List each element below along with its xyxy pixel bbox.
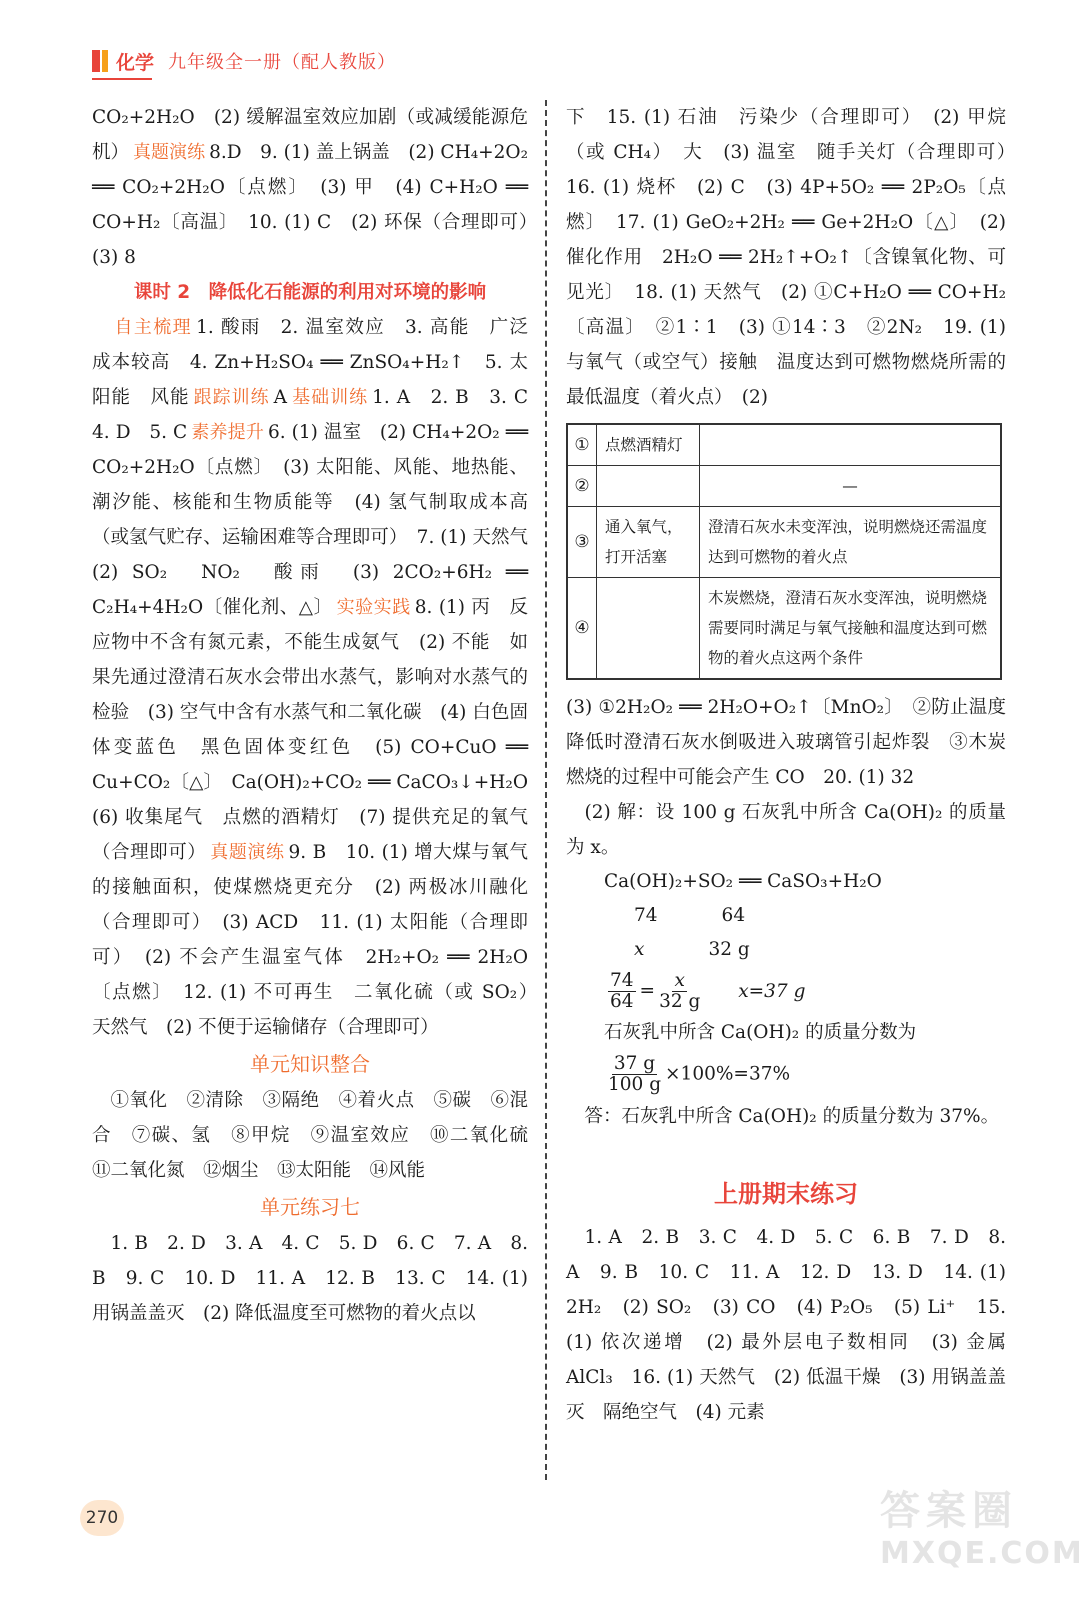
mass-known: 32 g (708, 939, 750, 960)
table-cell: 木炭燃烧，澄清石灰水变浑浊，说明燃烧需要同时满足与氧气接触和温度达到可燃物的着火点这两个条件 (700, 578, 1002, 680)
table-cell: 澄清石灰水未变浑浊，说明燃烧还需温度达到可燃物的着火点 (700, 507, 1002, 578)
calc-answer: 答：石灰乳中所含 Ca(OH)₂ 的质量分数为 37%。 (584, 1106, 1000, 1127)
answer-paragraph (92, 1083, 547, 1188)
right-column (566, 100, 1025, 1430)
calc-percent (566, 1054, 1006, 1095)
molar-mass-1: 74 (634, 905, 658, 926)
answer-text: 8. (1) 丙 反应物中不含有氮元素，不能生成氨气 (2) 不能 如果先通过澄清石灰水会带出水蒸气，影响对水蒸气的检验 (3) 空气中含有水蒸气和二氧化碳 (4) 白色固体变蓝色 黑色固体变红色 (5) CO+CuO ══ Cu+CO₂〔△〕 Ca(OH)₂+CO₂ ══ CaCO₃↓+H₂O (6) 收集尾气 点燃的酒精灯 (7) 提供充足的氧气（合理即可） (92, 597, 547, 863)
table-cell (597, 578, 700, 680)
answer-text: A (273, 387, 288, 408)
watermark-line2: MXQE.COM (880, 1536, 1084, 1571)
subject-title: 化学 (116, 51, 155, 74)
header-bar-red (92, 50, 100, 72)
mass-x: x (634, 939, 645, 960)
fraction-percent (608, 1054, 661, 1095)
frac1-den: 64 (610, 991, 634, 1012)
pct-num: 37 g (613, 1053, 656, 1074)
calc-mass-fraction-text: 石灰乳中所含 Ca(OH)₂ 的质量分数为 (604, 1022, 917, 1043)
fraction-mass (659, 971, 700, 1012)
answer-text: ①氧化 ②清除 ③隔绝 ④着火点 ⑤碳 ⑥混合 ⑦碳、氢 ⑧甲烷 ⑨温室效应 ⑩二氧化硫 ⑪二氧化氮 ⑫烟尘 ⑬太阳能 ⑭风能 (92, 1090, 547, 1181)
lesson-heading: 课时 2 降低化石能源的利用对环境的影响 (133, 282, 487, 303)
table-cell: ③ (567, 507, 597, 578)
calc-masses (566, 933, 1006, 967)
section-label: 真题演练 (210, 842, 285, 863)
table-row (567, 424, 1001, 466)
answer-text: CO₂+2H₂O (2) 缓解温室效应加剧（或减缓能源危机） (92, 107, 528, 163)
watermark-line1: 答案圈 (880, 1488, 1018, 1534)
table-cell: ① (567, 424, 597, 466)
calc-intro: (2) 解：设 100 g 石灰乳中所含 Ca(OH)₂ 的质量为 x。 (566, 802, 1006, 858)
calc-equation: Ca(OH)₂+SO₂ ══ CaSO₃+H₂O (604, 871, 882, 892)
left-column (92, 100, 547, 1331)
table-row (567, 466, 1001, 507)
table-row (567, 507, 1001, 578)
final-practice-title: 上册期末练习 (714, 1180, 858, 1208)
answer-text-after-table: (3) ①2H₂O₂ ══ 2H₂O+O₂↑〔MnO₂〕 ②防止温度降低时澄清石灰水倒吸进入玻璃管引起炸裂 ③木炭燃烧的过程中可能会产生 CO 20. (1) 32 (566, 697, 1006, 788)
table-cell: ② (567, 466, 597, 507)
answer-text: 1. B 2. D 3. A 4. C 5. D 6. C 7. A 8. B 9. C 10. D 11. A 12. B 13. C 14. (1) 用锅盖盖灭 (2) 降低温度至可燃物的着火点以 (92, 1233, 528, 1324)
answer-text-right-top: 下 15. (1) 石油 污染少（合理即可） (2) 甲烷（或 CH₄） 大 (3) 温室 随手关灯（合理即可） 16. (1) 烧杯 (2) C (3) 4P+5O₂ ══ 2P₂O₅〔点燃〕 17. (1) GeO₂+2H₂ ══ Ge+2H₂O〔△〕 (2) 催化作用 2H₂O ══ 2H₂↑+O₂↑〔含镍氧化物、可见光〕 18. (1) 天然气 (2) ①C+H₂O ══ CO+H₂〔高温〕 ②1∶1 (3) ①14∶3 ②2N₂ 19. (1) 与氧气（或空气）接触 温度达到可燃物燃烧所需的最低温度（着火点） (2) (566, 107, 1025, 408)
table-cell (700, 424, 1002, 466)
pct-rest: ×100%=37% (665, 1063, 791, 1085)
section-label: 跟踪训练 (193, 387, 270, 408)
answer-paragraph (92, 310, 547, 1045)
table-row (567, 578, 1001, 680)
answer-paragraph (92, 1226, 528, 1331)
calc-molar-masses (566, 899, 1006, 933)
page-number: 270 (80, 1500, 124, 1536)
frac2-den: 32 g (659, 991, 701, 1012)
grade-title: 九年级全一册（配人教版） (168, 52, 397, 73)
table-cell: ④ (567, 578, 597, 680)
answer-text: 8.D 9. (1) 盖上锅盖 (2) CH₄+2O₂ ══ CO₂+2H₂O〔点燃〕 (3) 甲 (4) C+H₂O ══ CO+H₂〔高温〕 10. (1) C (2) 环保（合理即可） (3) 8 (92, 142, 547, 268)
answer-text: 9. B 10. (1) 增大煤与氧气的接触面积，使煤燃烧更充分 (2) 两极冰川融化（合理即可） (3) ACD 11. (1) 太阳能（合理即可） (2) 不会产生温室气体 2H₂+O₂ ══ 2H₂O〔点燃〕 12. (1) 不可再生 二氧化硫（或 SO₂） 天然气 (2) 不便于运输储存（合理即可） (92, 842, 547, 1038)
frac2-num: x (674, 970, 685, 991)
section-label: 自主梳理 (114, 317, 193, 338)
experiment-table (566, 423, 1002, 680)
pct-den: 100 g (608, 1074, 662, 1095)
watermark (880, 1486, 1084, 1582)
answer-text: 6. (1) 温室 (2) CH₄+2O₂ ══ CO₂+2H₂O〔点燃〕 (3) 太阳能、风能、地热能、潮汐能、核能和生物质能等 (4) 氢气制取成本高（或氢气贮存、运输困难等合理即可） 7. (1) 天然气 (2) SO₂ NO₂ 酸雨 (3) 2CO₂+6H₂ ══ C₂H₄+4H₂O〔催化剂、△〕 (92, 422, 547, 618)
calc-result: x=37 g (738, 980, 806, 1002)
table-cell: 通入氧气，打开活塞 (597, 507, 700, 578)
unit-heading: 单元练习七 (260, 1195, 360, 1219)
frac1-num: 74 (610, 970, 634, 991)
section-label: 素养提升 (191, 422, 264, 443)
section-label: 基础训练 (291, 387, 369, 408)
page-header (92, 44, 396, 78)
answer-paragraph (92, 100, 547, 275)
table-cell (597, 466, 700, 507)
unit-heading: 单元知识整合 (250, 1052, 370, 1076)
section-label: 真题演练 (133, 142, 206, 163)
calculation-block (566, 795, 1006, 1134)
answer-text: 1. A 2. B 3. C 4. D 5. C (92, 387, 547, 443)
header-underline (92, 78, 152, 80)
molar-mass-2: 64 (721, 905, 746, 926)
table-cell: — (700, 466, 1002, 507)
final-practice-answers: 1. A 2. B 3. C 4. D 5. C 6. B 7. D 8. A 9. B 10. C 11. A 12. D 13. D 14. (1) 2H₂ (2) SO₂ (3) CO (4) P₂O₅ (5) Li⁺ 15. (1) 依次递增 (2) 最外层电子数相同 (3) 金属 AlCl₃ 16. (1) 天然气 (2) 低温干燥 (3) 用锅盖盖灭 隔绝空气 (4) 元素 (566, 1227, 1025, 1423)
header-bar-orange (102, 50, 108, 72)
table-cell: 点燃酒精灯 (597, 424, 700, 466)
fraction-molar (608, 971, 636, 1012)
calc-proportion: $\frac{74}{64}$ = $\frac{x}{32 g}$ x=37 g (610, 970, 806, 1012)
section-label: 实验实践 (336, 597, 411, 618)
answer-text: 1. 酸雨 2. 温室效应 3. 高能 广泛 成本较高 4. Zn+H₂SO₄ ══ ZnSO₄+H₂↑ 5. 太阳能 风能 (92, 317, 547, 408)
